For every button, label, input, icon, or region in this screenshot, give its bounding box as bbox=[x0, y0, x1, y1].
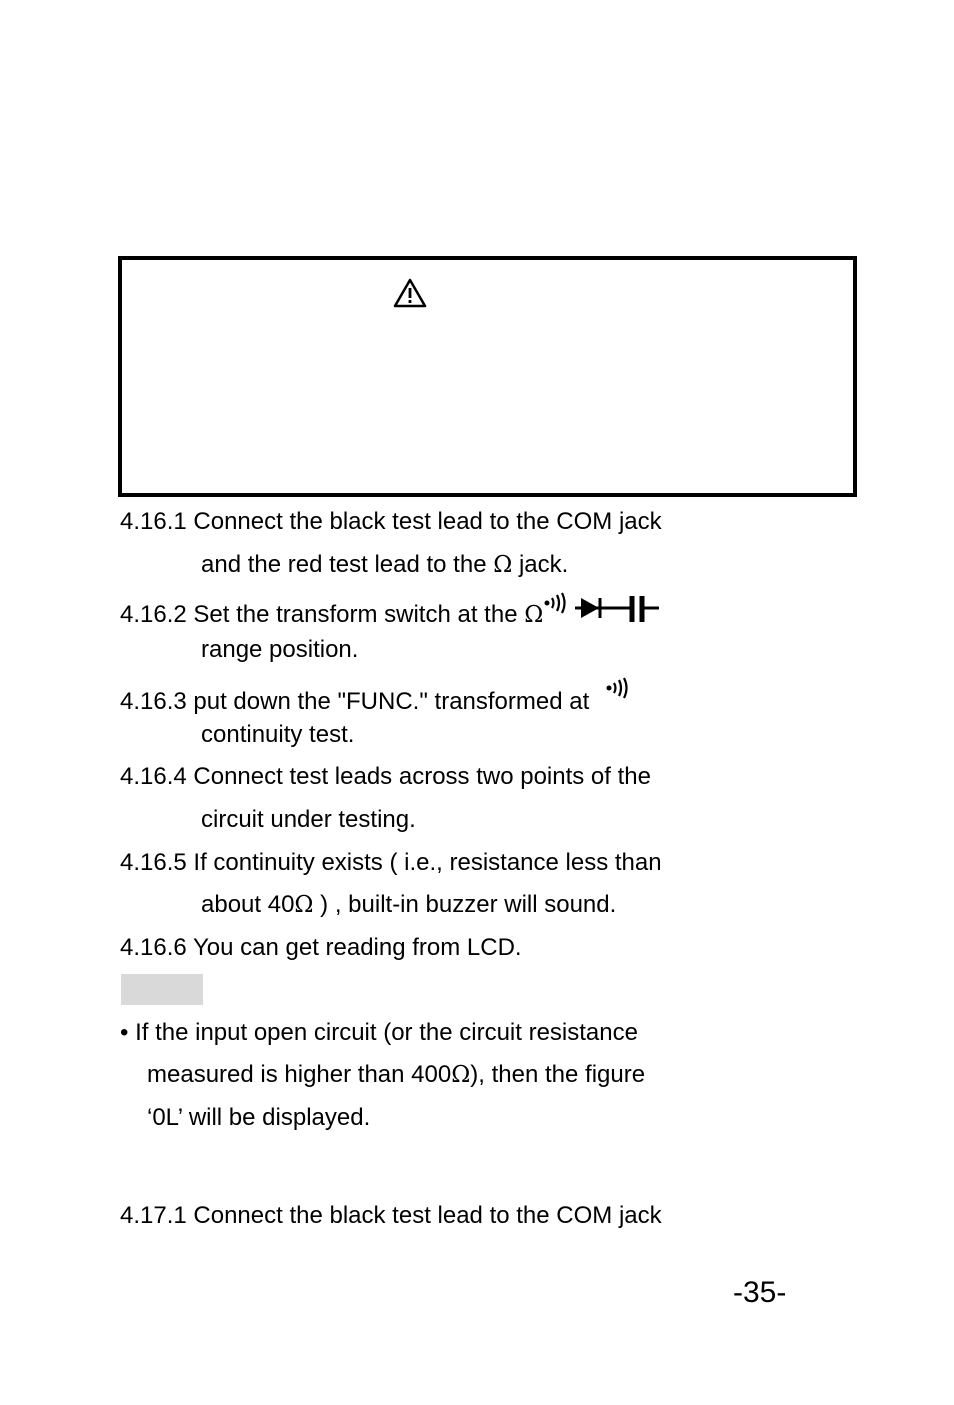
step-4-16-1-line1: 4.16.1 Connect the black test lead to the COM jack bbox=[120, 508, 662, 535]
text: If the input open circuit (or the circuit resistance bbox=[128, 1019, 638, 1046]
note-line2 bbox=[147, 1060, 645, 1090]
text: ) , built-in buzzer will sound. bbox=[313, 891, 617, 918]
text: ), then the figure bbox=[470, 1061, 646, 1088]
text: 4.16.3 put down the "FUNC." transformed at bbox=[120, 688, 590, 715]
omega-symbol: Ω bbox=[524, 602, 544, 628]
step-4-16-3-line1 bbox=[120, 677, 631, 717]
text: 4.16.2 Set the transform switch at the bbox=[120, 601, 525, 628]
text: measured is higher than 400 bbox=[147, 1061, 452, 1088]
step-4-16-5-line1: 4.16.5 If continuity exists ( i.e., resistance less than bbox=[120, 849, 662, 876]
text: about 40 bbox=[201, 891, 295, 918]
page-number: -35- bbox=[733, 1276, 787, 1309]
step-4-16-4-line2: circuit under testing. bbox=[201, 806, 416, 833]
note-line3: ‘0L’ will be displayed. bbox=[147, 1104, 371, 1131]
step-4-16-2-line1 bbox=[120, 592, 659, 630]
buzzer-icon bbox=[543, 592, 569, 618]
omega-symbol: Ω bbox=[294, 892, 314, 918]
step-4-16-2-line2: range position. bbox=[201, 636, 359, 663]
diode-icon bbox=[575, 596, 615, 624]
step-4-16-5-line2 bbox=[201, 890, 616, 920]
text: jack. bbox=[512, 551, 569, 578]
step-4-16-1-line2 bbox=[201, 550, 568, 580]
buzzer-icon bbox=[605, 677, 631, 703]
bullet: • bbox=[120, 1019, 129, 1046]
note-line1 bbox=[120, 1018, 638, 1048]
step-4-16-3-line2: continuity test. bbox=[201, 721, 355, 748]
capacitor-icon bbox=[615, 596, 659, 624]
note-label-highlight bbox=[121, 974, 203, 1005]
warning-box bbox=[118, 256, 857, 497]
step-4-17-1-line1: 4.17.1 Connect the black test lead to the COM jack bbox=[120, 1202, 662, 1229]
warning-triangle-icon bbox=[393, 278, 427, 308]
text: and the red test lead to the bbox=[201, 551, 494, 578]
omega-symbol: Ω bbox=[451, 1062, 471, 1088]
step-4-16-6-line1: 4.16.6 You can get reading from LCD. bbox=[120, 934, 522, 961]
step-4-16-4-line1: 4.16.4 Connect test leads across two points of the bbox=[120, 763, 651, 790]
omega-symbol: Ω bbox=[493, 552, 513, 578]
